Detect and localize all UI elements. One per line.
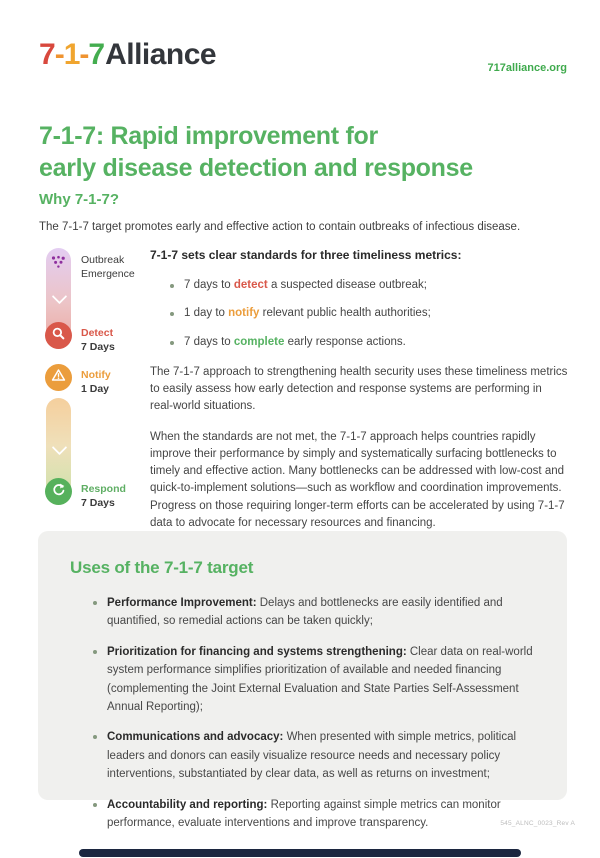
uses-item-accountability: Accountability and reporting: Reporting against simple metrics can monitor performance, evaluate interventions and improve transparency.	[93, 796, 537, 833]
bullet-dot	[170, 312, 174, 316]
redo-arrow-icon	[51, 482, 66, 502]
logo-dash: -	[54, 38, 64, 71]
revision-code: 545_ALNC_0023_Rev A	[500, 820, 575, 827]
notify-circle	[45, 364, 72, 391]
bullet-dot	[93, 803, 97, 807]
page-title	[39, 120, 473, 184]
bottom-navy-bar	[79, 849, 521, 857]
logo-seven-red: 7	[39, 38, 55, 71]
page-title-line2: early disease detection and response	[39, 154, 473, 182]
website-link[interactable]: 717alliance.org	[487, 62, 567, 74]
logo-seven-green: 7	[88, 38, 105, 71]
logo-alliance-text: Alliance	[105, 38, 217, 71]
metric-bullet-complete: 7 days to complete early response actions.	[170, 334, 568, 351]
metric-bullet-notify: 1 day to notify relevant public health authorities;	[170, 305, 568, 322]
outbreak-emergence-label: Outbreak Emergence	[81, 254, 135, 280]
page-title-line1: 7-1-7: Rapid improvement for	[39, 122, 378, 150]
uses-item-communications: Communications and advocacy: When presented with simple metrics, political leaders and donors can easily visualize resource needs and necessary policy interventions, substantiated by clear data, as well as returns on investment;	[93, 728, 537, 783]
approach-paragraph-1: The 7-1-7 approach to strengthening health security uses these timeliness metrics to easily assess how early detection and response systems are performing in real-world situations.	[150, 365, 568, 413]
bullet-dot	[93, 650, 97, 654]
uses-heading: Uses of the 7-1-7 target	[70, 558, 254, 577]
logo-717-alliance	[39, 40, 216, 70]
keyword-detect: detect	[233, 279, 268, 291]
keyword-notify: notify	[228, 307, 260, 320]
respond-circle	[45, 478, 72, 505]
logo-dash: -	[79, 38, 89, 71]
outbreak-dots-icon	[50, 255, 67, 275]
detect-circle	[45, 322, 72, 349]
warning-triangle-icon	[51, 368, 66, 387]
bullet-dot	[93, 601, 97, 605]
bullet-dot	[93, 735, 97, 739]
bullet-dot	[170, 341, 174, 345]
metrics-heading: 7-1-7 sets clear standards for three timeliness metrics:	[150, 248, 462, 262]
logo-one: 1	[63, 38, 80, 71]
detect-label: Detect 7 Days	[81, 327, 115, 353]
uses-item-prioritization: Prioritization for financing and systems strengthening: Clear data on real-world system performance simplifies prioritization of available and needed financing (complementing the Joint External Evaluation and State Parties Self-Assessment Annual Reporting);	[93, 643, 537, 717]
bullet-dot	[170, 284, 174, 288]
uses-item-performance: Performance Improvement: Delays and bottlenecks are easily identified and quantified, so remedial actions can be taken quickly;	[93, 594, 537, 631]
keyword-complete: complete	[233, 335, 285, 348]
magnifier-icon	[51, 326, 66, 346]
intro-text: The 7-1-7 target promotes early and effective action to contain outbreaks of infectious disease.	[39, 221, 521, 233]
metrics-section	[150, 246, 568, 532]
notify-label: Notify 1 Day	[81, 369, 111, 395]
approach-paragraph-2: When the standards are not met, the 7-1-7 approach helps countries rapidly improve their performance by simply and systematically surfacing bottlenecks to timely and effective action. Many bottlenecks can be addressed with low-cost and quick-to-implement solutions—such as workflow and coordination improvements. Progress on those requiring longer-term efforts can be accelerated by using 7-1-7 data to advocate for necessary resources and financing.	[150, 430, 565, 529]
why-heading: Why 7-1-7?	[39, 191, 120, 208]
respond-label: Respond 7 Days	[81, 483, 126, 509]
metric-bullet-detect: 7 days to detect a suspected disease outbreak;	[170, 277, 568, 294]
